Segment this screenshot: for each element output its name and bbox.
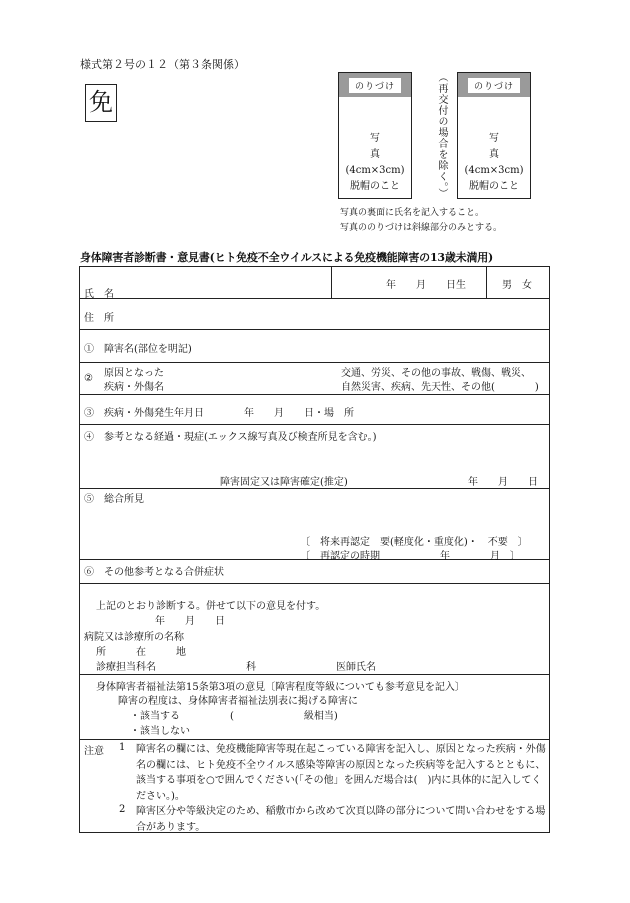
diagnosis-date: 年 月 日 [155, 616, 225, 627]
note-2-number: 2 [119, 804, 126, 815]
note-1-number: 1 [119, 742, 126, 753]
photo-note-1: 写真の裏面に氏名を記入すること。 [340, 208, 485, 218]
row-divider [79, 488, 550, 489]
opinion-not-applicable: ・該当しない [130, 726, 190, 737]
glue-band [458, 73, 530, 97]
cause-label-1: 原因となった [104, 368, 164, 379]
opinion-applicable: ・該当する ( 級相当) [130, 711, 338, 722]
photo-note-2: 写真ののりづけは斜線部分のみとする。 [340, 223, 503, 233]
row-divider [79, 298, 550, 299]
form-title: 身体障害者診断書・意見書(ヒト免疫不全ウイルスによる免疫機能障害の13歳未満用) [80, 251, 494, 264]
hospital-address-label: 所 在 地 [96, 647, 186, 658]
address-label: 住 所 [84, 313, 114, 324]
reissue-vertical-note: （再交付の場合を除く。） [436, 72, 447, 199]
cause-label-2: 疾病・外傷名 [104, 382, 164, 393]
row-divider [79, 394, 550, 395]
note-label: 注意 [84, 746, 104, 757]
note-2-text: 障害区分や等級決定のため、稲敷市から改めて次頁以降の部分について問い合わせをする場合があります。 [136, 806, 546, 833]
other-complications-label: ⑥ その他参考となる合併症状 [84, 567, 224, 578]
col-divider [486, 266, 487, 298]
department-doctor-label: 診療担当科名 科 医師氏名 [96, 662, 376, 673]
cause-options-2: 自然災害、疾病、先天性、その他( ) [341, 382, 539, 393]
glue-band [339, 73, 411, 97]
course-label: ④ 参考となる経過・現症(エックス線写真及び検査所見を含む。) [84, 432, 377, 443]
photo-box-right [457, 72, 531, 199]
glue-label: のりづけ [468, 78, 520, 93]
diagnosis-statement: 上記のとおり診断する。併せて以下の意見を付す。 [96, 601, 326, 612]
overall-findings-label: ⑤ 総合所見 [84, 494, 144, 505]
name-label: 氏 名 [84, 289, 114, 300]
reassessment-line-1: 〔 将来再認定 要(軽度化・重度化)・ 不要 〕 [300, 537, 528, 548]
disability-name-label: ① 障害名(部位を明記) [84, 344, 192, 355]
cause-options-1: 交通、労災、その他の事故、戦傷、戦災、 [341, 368, 531, 379]
photo-caption: 写真 (4cm×3cm) 脱帽のこと [345, 133, 405, 192]
reassessment-line-2: 〔 再認定の時期 年 月 〕 [300, 551, 520, 562]
opinion-degree: 障害の程度は、身体障害者福祉法別表に掲げる障害に [118, 696, 358, 707]
onset-date-row: ③ 疾病・外傷発生年月日 年 月 日・場 所 [84, 408, 354, 419]
note-1-text: 障害名の欄には、免疫機能障害等現在起こっている障害を記入し、原因となった疾病・外傷名の欄には、ヒト免疫不全ウイルス感染等障害の原因となった疾病等を記入するとともに、該当する事項を○で囲んでください(「その他」を囲んだ場合は( )内に具体的に記入してください。)。 [136, 744, 546, 802]
photo-box-left [338, 72, 412, 199]
glue-label: のりづけ [349, 78, 401, 93]
fixed-date-field: 年 月 日 [468, 477, 538, 488]
row-divider [79, 329, 550, 330]
opinion-heading: 身体障害者福祉法第15条第3項の意見〔障害程度等級についても参考意見を記入〕 [96, 682, 465, 693]
sex-field: 男 女 [502, 280, 532, 291]
row-divider [79, 362, 550, 363]
hospital-name-label: 病院又は診療所の名称 [84, 632, 184, 643]
fixed-date-label: 障害固定又は障害確定(推定) [220, 477, 348, 488]
cause-number: ② [84, 373, 93, 384]
row-divider [79, 583, 550, 584]
photo-caption: 写真 (4cm×3cm) 脱帽のこと [464, 133, 524, 192]
form-number: 様式第２号の１２（第３条関係） [80, 58, 245, 71]
col-divider [331, 266, 332, 298]
row-divider [79, 424, 550, 425]
row-divider [79, 674, 550, 675]
exemption-stamp: 免 [85, 84, 117, 122]
birth-date-field: 年 月 日生 [386, 280, 466, 291]
row-divider [79, 739, 550, 740]
